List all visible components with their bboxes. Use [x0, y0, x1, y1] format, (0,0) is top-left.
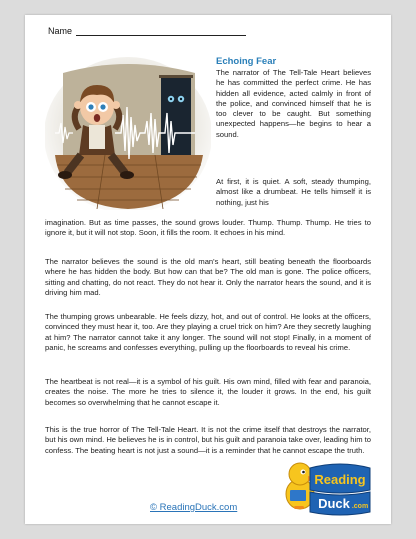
- name-input-line[interactable]: [76, 26, 246, 36]
- paragraph-3: The narrator believes the sound is the old man's heart, still beating beneath the floorboards where he has hidden the body. But how can that be? The old man is gone. The police officers, sitting and chatting, do not react. They do not hear it. Only the narrator hears the sound, and it is driving him mad.: [45, 257, 371, 297]
- scared-boy-illustration: [45, 55, 211, 210]
- logo-text-reading: Reading: [314, 472, 366, 487]
- paragraph-6: This is the true horror of The Tell-Tale Heart. It is not the crime itself that destroys the narrator, but his own mind. He believes he is in control, but his guilt and paranoia take over, leading him to confess. The beating heart is not just a sound—it is a reminder that he cannot escape the truth.: [45, 425, 371, 455]
- paragraph-1: The narrator of The Tell-Tale Heart believes he has committed the perfect crime. He has hidden all evidence, acted calmly in front of the police, and convinced himself that he is too clever to be caught. But something unexpected happens—he begins to hear a sound.: [216, 68, 371, 139]
- story-illustration: [45, 55, 211, 210]
- reading-duck-logo: [284, 450, 372, 520]
- logo-text-com: .com: [351, 503, 369, 510]
- readingduck-link[interactable]: © ReadingDuck.com: [150, 502, 238, 513]
- logo-text-duck: Duck: [318, 496, 350, 511]
- paragraph-2-part-b: imagination. But as time passes, the sound grows louder. Thump. Thump. Thump. He tries to ignore it, but it will not stop. Soon, it fills the room. It echoes in his mind.: [45, 218, 371, 238]
- paragraph-5: The heartbeat is not real—it is a symbol of his guilt. His own mind, filled with fear and paranoia, creates the noise. The more he tries to silence it, the louder it grows. In the end, his guilt becomes so overwhelming that he cannot escape it.: [45, 377, 371, 407]
- worksheet-page: [25, 15, 391, 524]
- paragraph-4: The thumping grows unbearable. He feels dizzy, hot, and out of control. He looks at the officers, convinced they must hear it, too. Are they playing a cruel trick on him? Are they secretly laughing at him? The narrator cannot take it any longer. The sound will not stop! Finally, in a moment of panic, he screams and confesses everything, pulling up the floorboards to reveal his crime.: [45, 312, 371, 352]
- name-label: Name: [48, 26, 73, 36]
- article-title: Echoing Fear: [216, 56, 277, 67]
- name-field: [48, 26, 246, 36]
- paragraph-2-part-a: At first, it is quiet. A soft, steady thumping, almost like a drumbeat. He tells himself it is nothing, just his: [216, 177, 371, 207]
